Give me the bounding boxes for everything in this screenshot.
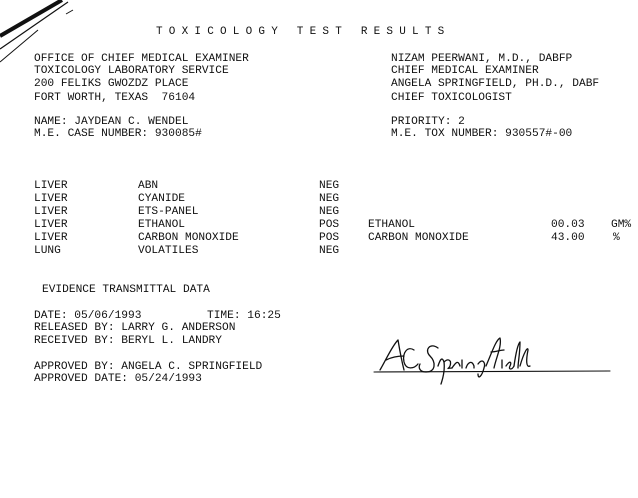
test-cell: CARBON MONOXIDE — [138, 232, 239, 244]
received-by: RECEIVED BY: BERYL L. LANDRY — [34, 335, 222, 347]
test-cell: VOLATILES — [138, 245, 199, 257]
test-cell: ABN — [138, 180, 159, 192]
decedent-name: NAME: JAYDEAN C. WENDEL — [34, 116, 189, 128]
analyte-cell: CARBON MONOXIDE — [368, 232, 469, 244]
officials-line-2: CHIEF MEDICAL EXAMINER — [391, 65, 539, 77]
office-line-3: 200 FELIKS GWOZDZ PLACE — [34, 78, 189, 90]
officials-line-1: NIZAM PEERWANI, M.D., DABFP — [391, 53, 573, 65]
test-cell: CYANIDE — [138, 193, 185, 205]
amount-cell: 00.03 — [551, 219, 585, 231]
released-by: RELEASED BY: LARRY G. ANDERSON — [34, 322, 236, 334]
unit-cell: GM% — [611, 219, 632, 231]
specimen-cell: LIVER — [34, 219, 68, 231]
analyte-cell: ETHANOL — [368, 219, 415, 231]
office-line-2: TOXICOLOGY LABORATORY SERVICE — [34, 65, 229, 77]
result-cell: POS — [319, 219, 340, 231]
office-line-4: FORT WORTH, TEXAS 76104 — [34, 92, 196, 104]
evidence-heading: EVIDENCE TRANSMITTAL DATA — [42, 284, 210, 296]
result-cell: NEG — [319, 245, 340, 257]
amount-cell: 43.00 — [551, 232, 585, 244]
specimen-cell: LIVER — [34, 180, 68, 192]
test-cell: ETHANOL — [138, 219, 185, 231]
result-cell: POS — [319, 232, 340, 244]
evidence-time: TIME: 16:25 — [207, 310, 281, 322]
specimen-cell: LIVER — [34, 232, 68, 244]
officials-line-4: CHIEF TOXICOLOGIST — [391, 92, 512, 104]
priority: PRIORITY: 2 — [391, 116, 465, 128]
result-cell: NEG — [319, 180, 340, 192]
me-tox-number: M.E. TOX NUMBER: 930557#-00 — [391, 128, 573, 140]
evidence-date: DATE: 05/06/1993 — [34, 310, 142, 322]
test-cell: ETS-PANEL — [138, 206, 199, 218]
me-case-number: M.E. CASE NUMBER: 930085# — [34, 128, 202, 140]
specimen-cell: LIVER — [34, 193, 68, 205]
unit-cell: % — [613, 232, 620, 244]
specimen-cell: LUNG — [34, 245, 61, 257]
result-cell: NEG — [319, 193, 340, 205]
specimen-cell: LIVER — [34, 206, 68, 218]
approved-date: APPROVED DATE: 05/24/1993 — [34, 373, 202, 385]
report-title: TOXICOLOGY TEST RESULTS — [156, 26, 451, 38]
office-line-1: OFFICE OF CHIEF MEDICAL EXAMINER — [34, 53, 249, 65]
officials-line-3: ANGELA SPRINGFIELD, PH.D., DABF — [391, 78, 600, 90]
result-cell: NEG — [319, 206, 340, 218]
approved-by: APPROVED BY: ANGELA C. SPRINGFIELD — [34, 361, 263, 373]
